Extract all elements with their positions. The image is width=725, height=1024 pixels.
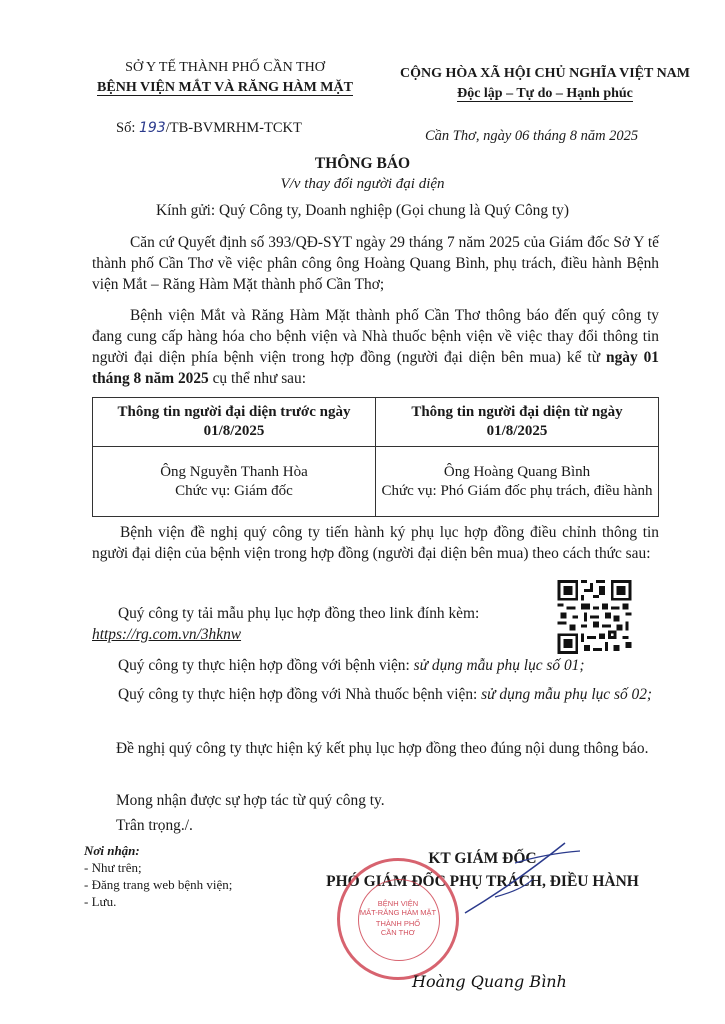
effective-date: ngày 01 tháng 8 năm 2025	[92, 349, 660, 387]
recipients-title: Nơi nhận:	[84, 843, 140, 858]
recipient-item: - Đăng trang web bệnh viện;	[84, 877, 233, 892]
national-heading	[385, 64, 705, 104]
issuing-organization	[60, 58, 390, 98]
recipient-item: - Lưu.	[84, 894, 117, 909]
handwritten-number: 193	[138, 120, 166, 136]
appendix-link[interactable]: https://rg.com.vn/3hknw	[92, 626, 242, 643]
rep-after	[376, 447, 659, 517]
rep-before-position: Chức vụ: Giám đốc	[175, 482, 293, 499]
parent-agency: SỞ Y TẾ THÀNH PHỐ CẦN THƠ	[125, 60, 325, 75]
header-before: Thông tin người đại diện trước ngày 01/8/2025	[93, 398, 376, 447]
document-subject: V/v thay đổi người đại diện	[280, 176, 445, 192]
recipient-line: Kính gửi: Quý Công ty, Doanh nghiệp (Gọi chung là Quý Công ty)	[155, 202, 570, 219]
rep-after-position: Chức vụ: Phó Giám đốc phụ trách, điều hành	[381, 482, 653, 499]
hospital-name: BỆNH VIỆN MẮT VÀ RĂNG HÀM MẶT	[97, 80, 353, 95]
signer-name: Hoàng Quang Bình	[412, 972, 567, 991]
rep-before-name: Ông Nguyễn Thanh Hòa	[160, 463, 308, 480]
signature-scribble	[455, 835, 585, 925]
document-number: Số: 193/TB-BVMRHM-TCKT	[116, 120, 302, 136]
rep-after-name: Ông Hoàng Quang Bình	[443, 463, 591, 480]
notice-paragraph: Bệnh viện Mắt và Răng Hàm Mặt thành phố Cần Thơ thông báo đến quý công ty đang cung cấp hàng hóa cho bệnh viện và Nhà thuốc bệnh viện về việc thay đổi thông tin người đại diện phía bệnh viện trong hợp đồng (người đại diện bên mua) kể từ ngày 01 tháng 8 năm 2025 cụ thể như sau:	[92, 307, 660, 387]
download-instruction: Quý công ty tải mẫu phụ lục hợp đồng theo link đính kèm:	[118, 605, 480, 622]
official-seal: BỆNH VIỆN MẮT-RĂNG HÀM MẶT THÀNH PHỐ CẦN THƠ	[337, 858, 459, 980]
recipients-block	[84, 842, 232, 910]
recipient-item: - Như trên;	[84, 860, 142, 875]
motto: Độc lập – Tự do – Hạnh phúc	[457, 86, 633, 101]
closing-line: Trân trọng./.	[116, 817, 193, 834]
nation-title: CỘNG HÒA XÃ HỘI CHỦ NGHĨA VIỆT NAM	[399, 66, 690, 81]
representative-table	[92, 397, 659, 517]
qr-code[interactable]	[556, 580, 633, 654]
appendix-item-1: Quý công ty thực hiện hợp đồng với bệnh viện: sử dụng mẫu phụ lục số 01;	[118, 657, 585, 674]
signature-authority: KT GIÁM ĐỐC	[428, 850, 537, 867]
signature-title: PHÓ GIÁM ĐỐC PHỤ TRÁCH, ĐIỀU HÀNH	[326, 873, 639, 890]
appendix-item-2: Quý công ty thực hiện hợp đồng với Nhà thuốc bệnh viện: sử dụng mẫu phụ lục số 02;	[118, 686, 653, 703]
instruction-paragraph: Bệnh viện đề nghị quý công ty tiến hành ký phụ lục hợp đồng điều chỉnh thông tin người đại diện của bệnh viện trong hợp đồng (người đại diện bên mua) theo cách thức sau:	[92, 524, 659, 562]
rep-before	[93, 447, 376, 517]
document-title: THÔNG BÁO	[314, 155, 411, 172]
header-after: Thông tin người đại diện từ ngày 01/8/2025	[376, 398, 659, 447]
request-paragraph: Đề nghị quý công ty thực hiện ký kết phụ lục hợp đồng theo đúng nội dung thông báo.	[116, 740, 649, 757]
legal-basis-paragraph: Căn cứ Quyết định số 393/QĐ-SYT ngày 29 tháng 7 năm 2025 của Giám đốc Sở Y tế thành phố Cần Thơ về việc phân công ông Hoàng Quang Bình, phụ trách, điều hành Bệnh viện Mắt – Răng Hàm Mặt thành phố Cần Thơ;	[92, 234, 659, 293]
place-date: Cần Thơ, ngày 06 tháng 8 năm 2025	[425, 128, 639, 144]
cooperation-line: Mong nhận được sự hợp tác từ quý công ty.	[116, 792, 385, 809]
